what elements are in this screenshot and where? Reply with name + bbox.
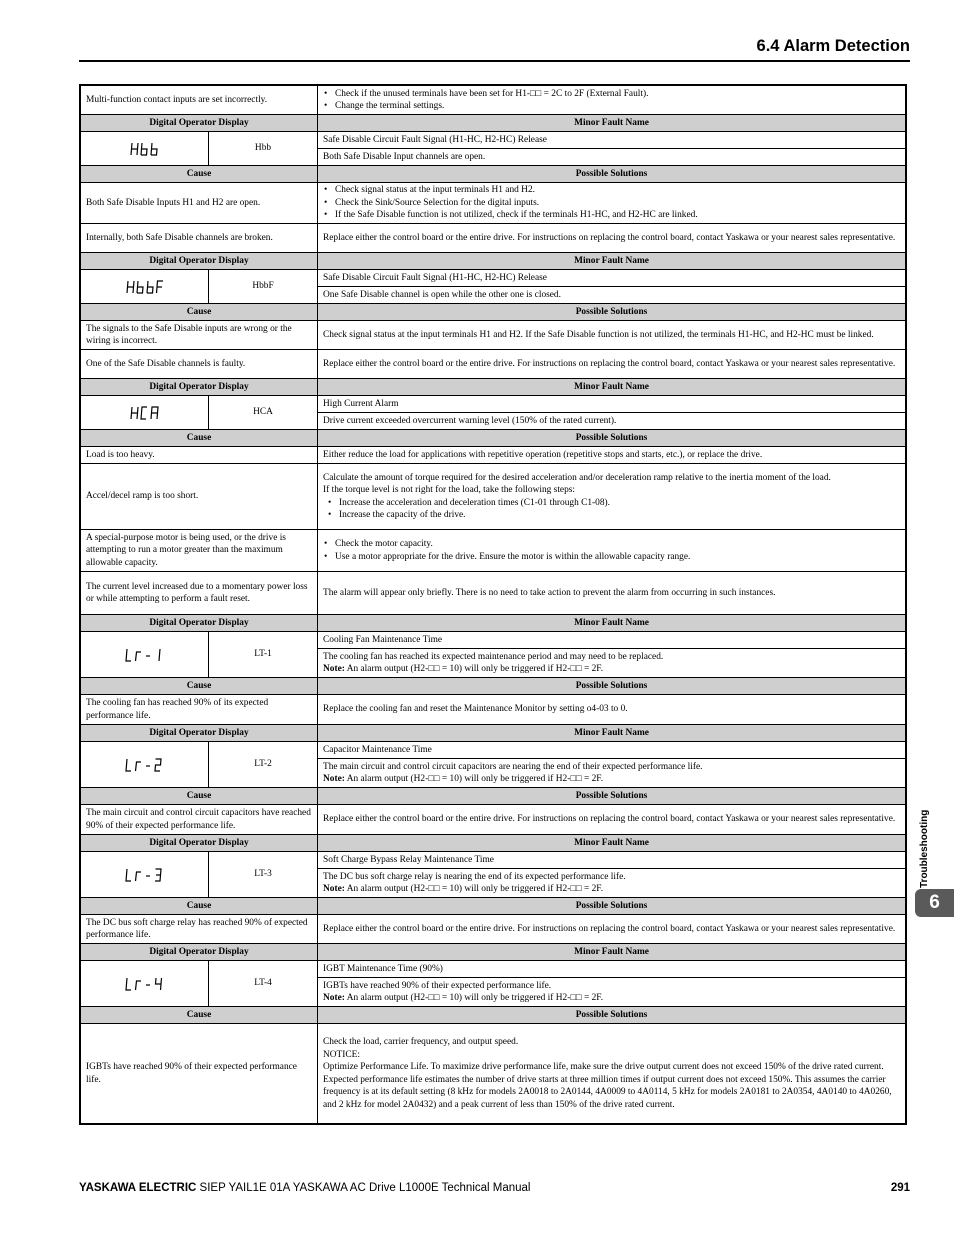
fault-code: LT-2 (209, 742, 318, 788)
fault-detail: Drive current exceeded overcurrent warning level (150% of the rated current). (318, 413, 906, 430)
fault-name: Safe Disable Circuit Fault Signal (H1-HC, H2-HC) Release (318, 270, 906, 287)
note-line (323, 883, 900, 896)
table-header-row (81, 835, 906, 852)
fault-code: LT-1 (209, 632, 318, 678)
page-number: 291 (890, 1182, 910, 1194)
cause-cell: A special-purpose motor is being used, or the drive is attempting to run a motor greater than the maximum allowable capacity. (81, 530, 318, 572)
header-minor-fault-name: Minor Fault Name (318, 115, 906, 132)
list-item: • Check the motor capacity. (323, 538, 900, 551)
table-header-row (81, 304, 906, 321)
section-title: 6.4 Alarm Detection (756, 37, 910, 55)
list-item: • Increase the capacity of the drive. (323, 509, 900, 522)
cause-cell: The current level increased due to a momentary power loss or while attempting to perform a fault reset. (81, 572, 318, 615)
note-line (323, 992, 900, 1005)
table-row (81, 915, 906, 944)
header-possible-solutions: Possible Solutions (318, 166, 906, 183)
lcd-display-cell (81, 270, 209, 304)
solutions-cell: Replace either the control board or the entire drive. For instructions on replacing the control board, contact Yaskawa or your nearest sales representative. (318, 805, 906, 835)
detail-text: The main circuit and control circuit capacitors are nearing the end of their expected performance life. (323, 761, 703, 772)
fault-detail: Both Safe Disable Input channels are open. (318, 149, 906, 166)
header-cause: Cause (81, 430, 318, 447)
lcd-lt4-icon (125, 977, 165, 989)
header-digital-operator-display: Digital Operator Display (81, 725, 318, 742)
fault-detail (318, 869, 906, 898)
table-row (81, 464, 906, 530)
header-minor-fault-name: Minor Fault Name (318, 725, 906, 742)
solutions-cell: Replace either the control board or the entire drive. For instructions on replacing the control board, contact Yaskawa or your nearest sales representative. (318, 224, 906, 253)
fault-name: Capacitor Maintenance Time (318, 742, 906, 759)
alarm-table (79, 84, 907, 1125)
note-text: An alarm output (H2-□□ = 10) will only be triggered if H2-□□ = 2F. (346, 664, 604, 674)
lcd-hca-icon (130, 406, 160, 418)
table-header-row (81, 944, 906, 961)
cause-cell: The cooling fan has reached 90% of its expected performance life. (81, 695, 318, 725)
fault-name: Soft Charge Bypass Relay Maintenance Time (318, 852, 906, 869)
list-item: • Use a motor appropriate for the drive. Ensure the motor is within the allowable capacity range. (323, 551, 900, 564)
lcd-display-cell (81, 852, 209, 898)
lcd-lt1-icon (125, 648, 165, 660)
cause-cell: The DC bus soft charge relay has reached 90% of expected performance life. (81, 915, 318, 944)
header-minor-fault-name: Minor Fault Name (318, 615, 906, 632)
header-minor-fault-name: Minor Fault Name (318, 944, 906, 961)
cause-cell: The main circuit and control circuit capacitors have reached 90% of their expected performance life. (81, 805, 318, 835)
fault-code: Hbb (209, 132, 318, 166)
lcd-display-cell (81, 632, 209, 678)
header-cause: Cause (81, 678, 318, 695)
side-section-label: Troubleshooting (919, 809, 930, 888)
list-item: • Check if the unused terminals have been set for H1-□□ = 2C to 2F (External Fault). (323, 88, 900, 101)
cause-cell: One of the Safe Disable channels is faulty. (81, 350, 318, 379)
fault-code: LT-3 (209, 852, 318, 898)
footer-brand: YASKAWA ELECTRIC (79, 1182, 197, 1194)
header-rule (79, 60, 910, 62)
header-possible-solutions: Possible Solutions (318, 430, 906, 447)
fault-code: HbbF (209, 270, 318, 304)
chapter-tab: 6 (915, 889, 954, 917)
fault-detail (318, 649, 906, 678)
table-row (81, 805, 906, 835)
fault-name: Safe Disable Circuit Fault Signal (H1-HC, H2-HC) Release (318, 132, 906, 149)
table-header-row (81, 725, 906, 742)
header-digital-operator-display: Digital Operator Display (81, 944, 318, 961)
note-label: Note: (323, 774, 345, 784)
lcd-display-cell (81, 961, 209, 1007)
header-digital-operator-display: Digital Operator Display (81, 379, 318, 396)
solutions-cell (318, 183, 906, 224)
detail-text: IGBTs have reached 90% of their expected performance life. (323, 980, 552, 991)
solution-text: If the torque level is not right for the load, take the following steps: (323, 485, 576, 495)
solutions-cell: Either reduce the load for applications with repetitive operation (repetitive stops and starts, etc.), or replace the drive. (318, 447, 906, 464)
note-label: Note: (323, 884, 345, 894)
lcd-hbb-icon (130, 142, 160, 154)
cause-cell: Both Safe Disable Inputs H1 and H2 are open. (81, 183, 318, 224)
header-minor-fault-name: Minor Fault Name (318, 379, 906, 396)
header-digital-operator-display: Digital Operator Display (81, 835, 318, 852)
solutions-cell: Replace either the control board or the entire drive. For instructions on replacing the control board, contact Yaskawa or your nearest sales representative. (318, 915, 906, 944)
fault-detail (318, 978, 906, 1007)
table-header-row (81, 115, 906, 132)
table-row (81, 572, 906, 615)
lcd-display-cell (81, 742, 209, 788)
lcd-lt3-icon (125, 868, 165, 880)
solutions-cell (318, 86, 906, 115)
header-cause: Cause (81, 788, 318, 805)
note-text: An alarm output (H2-□□ = 10) will only be triggered if H2-□□ = 2F. (346, 884, 604, 894)
solutions-cell (318, 1024, 906, 1124)
header-minor-fault-name: Minor Fault Name (318, 835, 906, 852)
cause-cell: Load is too heavy. (81, 447, 318, 464)
cause-cell: The signals to the Safe Disable inputs are wrong or the wiring is incorrect. (81, 321, 318, 350)
table-row (81, 447, 906, 464)
list-item: • Change the terminal settings. (323, 100, 900, 113)
table-header-row (81, 678, 906, 695)
table-row (81, 632, 906, 649)
table-row (81, 132, 906, 149)
table-header-row (81, 253, 906, 270)
table-row (81, 350, 906, 379)
note-label: Note: (323, 664, 345, 674)
header-cause: Cause (81, 304, 318, 321)
solutions-cell: Check signal status at the input terminals H1 and H2. If the Safe Disable function is not utilized, the terminals H1-HC, and H2-HC must be linked. (318, 321, 906, 350)
header-cause: Cause (81, 166, 318, 183)
lcd-lt2-icon (125, 758, 165, 770)
fault-code: HCA (209, 396, 318, 430)
table-header-row (81, 898, 906, 915)
table-header-row (81, 379, 906, 396)
header-cause: Cause (81, 1007, 318, 1024)
table-row (81, 86, 906, 115)
table-header-row (81, 788, 906, 805)
table-row (81, 1024, 906, 1124)
header-digital-operator-display: Digital Operator Display (81, 615, 318, 632)
lcd-hbbf-icon (126, 280, 164, 292)
header-possible-solutions: Possible Solutions (318, 678, 906, 695)
fault-name: Cooling Fan Maintenance Time (318, 632, 906, 649)
detail-text: The DC bus soft charge relay is nearing the end of its expected performance life. (323, 871, 626, 882)
list-item: • Increase the acceleration and deceleration times (C1-01 through C1-08). (323, 497, 900, 510)
table-row (81, 742, 906, 759)
header-cause: Cause (81, 898, 318, 915)
cause-cell: IGBTs have reached 90% of their expected performance life. (81, 1024, 318, 1124)
table-header-row (81, 615, 906, 632)
table-row (81, 321, 906, 350)
page-footer (79, 1182, 910, 1194)
table-row (81, 396, 906, 413)
header-possible-solutions: Possible Solutions (318, 788, 906, 805)
table-header-row (81, 166, 906, 183)
solution-text: Calculate the amount of torque required for the desired acceleration and/or deceleration ramp relative to the inertia moment of the load. (323, 472, 831, 483)
list-item: • Check the Sink/Source Selection for the digital inputs. (323, 197, 900, 210)
table-row (81, 183, 906, 224)
cause-cell: Internally, both Safe Disable channels are broken. (81, 224, 318, 253)
solutions-cell: Replace the cooling fan and reset the Maintenance Monitor by setting o4-03 to 0. (318, 695, 906, 725)
note-label: Note: (323, 993, 345, 1003)
detail-text: The cooling fan has reached its expected maintenance period and may need to be replaced. (323, 651, 664, 662)
note-text: An alarm output (H2-□□ = 10) will only be triggered if H2-□□ = 2F. (346, 774, 604, 784)
solution-text: Optimize Performance Life. To maximize drive performance life, make sure the drive output current does not exceed 150% of the drive rated current. Expected performance life estimates the number of drive starts at three million times if output current does not exceed 150%. This assumes the carrier frequency is at its default setting (8 kHz for models 2A0018 to 2A0144, 4A0009 to 4A0114, 5 kHz for models 2A0181 to 2A0354, 4A0140 to 4A0260, and 2 kHz for model 2A0432) and a peak current of less than 150% of the drive rated current. (323, 1062, 892, 1110)
notice-label: NOTICE: (323, 1049, 360, 1060)
lcd-display-cell (81, 132, 209, 166)
list-item: • If the Safe Disable function is not utilized, check if the terminals H1-HC, and H2-HC are linked. (323, 209, 900, 222)
note-text: An alarm output (H2-□□ = 10) will only be triggered if H2-□□ = 2F. (346, 993, 604, 1003)
header-possible-solutions: Possible Solutions (318, 1007, 906, 1024)
header-minor-fault-name: Minor Fault Name (318, 253, 906, 270)
table-row (81, 695, 906, 725)
fault-detail: One Safe Disable channel is open while the other one is closed. (318, 287, 906, 304)
table-row (81, 270, 906, 287)
table-row (81, 852, 906, 869)
solutions-cell (318, 464, 906, 530)
table-row (81, 224, 906, 253)
solutions-cell (318, 530, 906, 572)
header-digital-operator-display: Digital Operator Display (81, 253, 318, 270)
cause-cell: Multi-function contact inputs are set incorrectly. (81, 86, 318, 115)
fault-name: IGBT Maintenance Time (90%) (318, 961, 906, 978)
table-row (81, 530, 906, 572)
header-possible-solutions: Possible Solutions (318, 304, 906, 321)
note-line (323, 663, 900, 676)
fault-code: LT-4 (209, 961, 318, 1007)
solution-text: Check the load, carrier frequency, and output speed. (323, 1037, 519, 1047)
table-header-row (81, 430, 906, 447)
footer-document-title: SIEP YAIL1E 01A YASKAWA AC Drive L1000E Technical Manual (196, 1182, 531, 1194)
fault-detail (318, 759, 906, 788)
header-digital-operator-display: Digital Operator Display (81, 115, 318, 132)
table-header-row (81, 1007, 906, 1024)
note-line (323, 773, 900, 786)
header-possible-solutions: Possible Solutions (318, 898, 906, 915)
fault-name: High Current Alarm (318, 396, 906, 413)
list-item: • Check signal status at the input terminals H1 and H2. (323, 184, 900, 197)
lcd-display-cell (81, 396, 209, 430)
cause-cell: Accel/decel ramp is too short. (81, 464, 318, 530)
solutions-cell: Replace either the control board or the entire drive. For instructions on replacing the control board, contact Yaskawa or your nearest sales representative. (318, 350, 906, 379)
solutions-cell: The alarm will appear only briefly. There is no need to take action to prevent the alarm from occurring in such instances. (318, 572, 906, 615)
table-row (81, 961, 906, 978)
